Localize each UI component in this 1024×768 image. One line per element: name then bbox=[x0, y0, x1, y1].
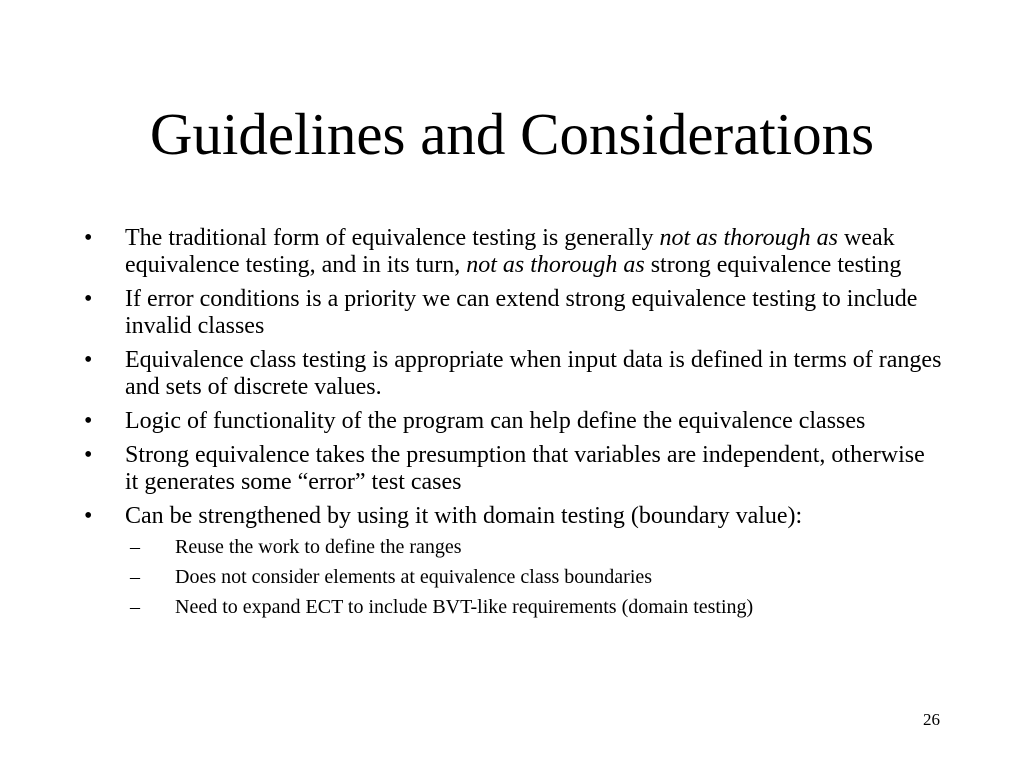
bullet-marker: • bbox=[84, 286, 93, 312]
bullet-text-emphasis: not as thorough as bbox=[466, 252, 645, 278]
bullet-item bbox=[84, 347, 944, 401]
bullet-text-emphasis: not as thorough as bbox=[659, 225, 838, 251]
page-number: 26 bbox=[923, 710, 940, 729]
bullet-marker: • bbox=[84, 503, 93, 529]
sub-bullet-text: Reuse the work to define the ranges bbox=[175, 536, 462, 558]
bullet-item bbox=[84, 503, 944, 619]
bullet-text-segment: Equivalence class testing is appropriate when input data is defined in terms of ranges and sets of discrete values. bbox=[125, 347, 942, 400]
sub-bullet-text: Need to expand ECT to include BVT-like requirements (domain testing) bbox=[175, 596, 754, 618]
bullet-list bbox=[84, 225, 944, 626]
bullet-text-segment: Can be strengthened by using it with domain testing (boundary value): bbox=[125, 503, 803, 529]
sub-bullet-marker: – bbox=[130, 596, 140, 618]
sub-bullet-marker: – bbox=[130, 566, 140, 588]
bullet-text-segment: strong equivalence testing bbox=[644, 252, 902, 278]
bullet-marker: • bbox=[84, 347, 93, 373]
bullet-text-segment: weak equivalence testing, and in its turn, bbox=[125, 225, 895, 278]
bullet-item bbox=[84, 286, 944, 340]
sub-bullet-list bbox=[125, 535, 944, 619]
bullet-marker: • bbox=[84, 442, 93, 468]
sub-bullet-text: Does not consider elements at equivalence class boundaries bbox=[175, 566, 653, 588]
bullet-text-segment: If error conditions is a priority we can extend strong equivalence testing to include invalid classes bbox=[125, 286, 918, 339]
slide-title: Guidelines and Considerations bbox=[149, 101, 875, 167]
bullet-marker: • bbox=[84, 408, 93, 434]
bullet-text-segment: Logic of functionality of the program can help define the equivalence classes bbox=[125, 408, 866, 434]
sub-bullet-marker: – bbox=[130, 536, 140, 558]
sub-bullet-item bbox=[130, 565, 944, 589]
bullet-text-segment: The traditional form of equivalence testing is generally bbox=[125, 225, 660, 251]
bullet-marker: • bbox=[84, 225, 93, 251]
bullet-item bbox=[84, 442, 944, 496]
bullet-item bbox=[84, 225, 944, 279]
sub-bullet-item bbox=[130, 535, 944, 559]
sub-bullet-item bbox=[130, 595, 944, 619]
bullet-item bbox=[84, 408, 944, 435]
bullet-text-segment: Strong equivalence takes the presumption that variables are independent, otherwise it generates some “error” test cases bbox=[125, 442, 925, 495]
